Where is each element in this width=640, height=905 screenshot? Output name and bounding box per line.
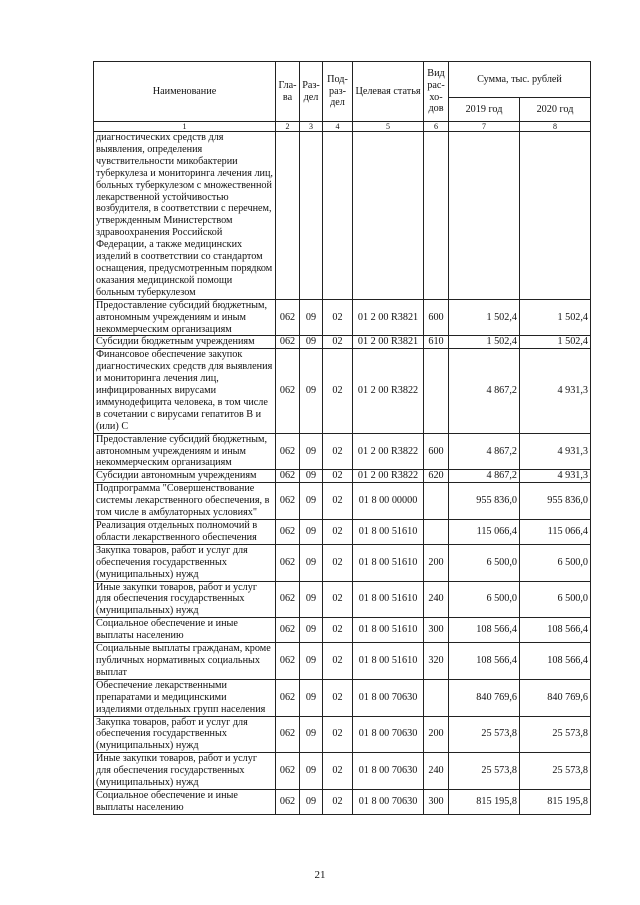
- row-podrazdel: 02: [323, 679, 353, 716]
- row-2020: 25 573,8: [520, 716, 591, 753]
- row-2020: 1 502,4: [520, 336, 591, 349]
- row-2019: 4 867,2: [449, 433, 520, 470]
- row-target: 01 8 00 00000: [353, 483, 424, 520]
- row-target: 01 8 00 51610: [353, 544, 424, 581]
- row-2019: 108 566,4: [449, 643, 520, 680]
- table-row: [94, 618, 591, 643]
- row-podrazdel: 02: [323, 299, 353, 336]
- row-podrazdel: 02: [323, 716, 353, 753]
- row-podrazdel: 02: [323, 753, 353, 790]
- row-razdel: 09: [300, 336, 323, 349]
- row-name: Социальное обеспечение и иные выплаты населению: [94, 618, 276, 643]
- row-2019: 6 500,0: [449, 581, 520, 618]
- colnum: 5: [353, 122, 424, 132]
- colnum: 6: [424, 122, 449, 132]
- row-razdel: 09: [300, 433, 323, 470]
- row-glava: 062: [276, 753, 300, 790]
- row-podrazdel: 02: [323, 520, 353, 545]
- budget-table: [93, 61, 591, 815]
- row-name: Иные закупки товаров, работ и услуг для обеспечения государственных (муниципальных) нужд: [94, 581, 276, 618]
- row-vid: 300: [424, 789, 449, 814]
- row-2019: 4 867,2: [449, 470, 520, 483]
- row-vid: [424, 679, 449, 716]
- header-sum: Сумма, тыс. рублей: [449, 62, 591, 98]
- row-2020: 815 195,8: [520, 789, 591, 814]
- row-target: 01 2 00 R3822: [353, 470, 424, 483]
- row-vid: 320: [424, 643, 449, 680]
- row-glava: 062: [276, 520, 300, 545]
- header-name: Наименование: [94, 62, 276, 122]
- colnum: 2: [276, 122, 300, 132]
- row-target: 01 2 00 R3822: [353, 349, 424, 433]
- header-glava: Гла-ва: [276, 62, 300, 122]
- table-row: [94, 433, 591, 470]
- row-vid: 240: [424, 753, 449, 790]
- colnum: 3: [300, 122, 323, 132]
- row-glava: 062: [276, 789, 300, 814]
- row-2019: 840 769,6: [449, 679, 520, 716]
- page-number: 21: [314, 869, 326, 881]
- row-name: Реализация отдельных полномочий в области лекарственного обеспечения: [94, 520, 276, 545]
- row-vid: 300: [424, 618, 449, 643]
- row-podrazdel: 02: [323, 349, 353, 433]
- row-2020: 6 500,0: [520, 544, 591, 581]
- table-row: [94, 470, 591, 483]
- row-glava: 062: [276, 433, 300, 470]
- row-2019: 4 867,2: [449, 349, 520, 433]
- row-target: 01 8 00 70630: [353, 716, 424, 753]
- row-name: Иные закупки товаров, работ и услуг для обеспечения государственных (муниципальных) нужд: [94, 753, 276, 790]
- row-name: Предоставление субсидий бюджетным, автономным учреждениям и иным некоммерческим организациям: [94, 299, 276, 336]
- row-vid: 600: [424, 299, 449, 336]
- table-row: [94, 349, 591, 433]
- row-target: 01 8 00 51610: [353, 618, 424, 643]
- row-target: 01 2 00 R3821: [353, 299, 424, 336]
- row-name: Обеспечение лекарственными препаратами и медицинскими изделиями отдельных групп населения: [94, 679, 276, 716]
- row-razdel: 09: [300, 349, 323, 433]
- row-name: Субсидии бюджетным учреждениям: [94, 336, 276, 349]
- row-glava: 062: [276, 483, 300, 520]
- header-razdel: Раз-дел: [300, 62, 323, 122]
- header-2019: 2019 год: [449, 98, 520, 122]
- table-row: [94, 789, 591, 814]
- row-2020: 108 566,4: [520, 618, 591, 643]
- row-podrazdel: 02: [323, 544, 353, 581]
- row-2020: 4 931,3: [520, 470, 591, 483]
- table-row: [94, 679, 591, 716]
- table-row: [94, 643, 591, 680]
- row-podrazdel: 02: [323, 618, 353, 643]
- row-name: Предоставление субсидий бюджетным, автономным учреждениям и иным некоммерческим организациям: [94, 433, 276, 470]
- table-row: [94, 299, 591, 336]
- colnum: 4: [323, 122, 353, 132]
- row-podrazdel: 02: [323, 581, 353, 618]
- row-razdel: 09: [300, 581, 323, 618]
- row-target: 01 2 00 R3822: [353, 433, 424, 470]
- row-2020: 4 931,3: [520, 349, 591, 433]
- row-2019: 1 502,4: [449, 336, 520, 349]
- row-2020: 108 566,4: [520, 643, 591, 680]
- row-razdel: 09: [300, 618, 323, 643]
- table-row: [94, 132, 591, 300]
- row-2019: 108 566,4: [449, 618, 520, 643]
- row-name: Социальное обеспечение и иные выплаты населению: [94, 789, 276, 814]
- colnum: 7: [449, 122, 520, 132]
- row-glava: 062: [276, 349, 300, 433]
- row-razdel: 09: [300, 520, 323, 545]
- table-row: [94, 483, 591, 520]
- row-vid: 200: [424, 544, 449, 581]
- row-2019: 6 500,0: [449, 544, 520, 581]
- row-name: Закупка товаров, работ и услуг для обеспечения государственных (муниципальных) нужд: [94, 716, 276, 753]
- header-podrazdel: Под-раз-дел: [323, 62, 353, 122]
- row-2020: 955 836,0: [520, 483, 591, 520]
- row-2020: 115 066,4: [520, 520, 591, 545]
- row-target: 01 2 00 R3821: [353, 336, 424, 349]
- row-target: 01 8 00 51610: [353, 581, 424, 618]
- table-row: [94, 581, 591, 618]
- row-glava: 062: [276, 643, 300, 680]
- row-vid: 240: [424, 581, 449, 618]
- colnum: 1: [94, 122, 276, 132]
- table-row: [94, 753, 591, 790]
- row-glava: 062: [276, 618, 300, 643]
- colnum: 8: [520, 122, 591, 132]
- row-2019: 955 836,0: [449, 483, 520, 520]
- row-glava: 062: [276, 679, 300, 716]
- row-podrazdel: 02: [323, 643, 353, 680]
- row-razdel: 09: [300, 753, 323, 790]
- row-vid: 620: [424, 470, 449, 483]
- row-vid: [424, 349, 449, 433]
- row-glava: 062: [276, 581, 300, 618]
- row-podrazdel: 02: [323, 789, 353, 814]
- row-name: Подпрограмма "Совершенствование системы лекарственного обеспечения, в том числе в амбулаторных условиях": [94, 483, 276, 520]
- row-name: Субсидии автономным учреждениям: [94, 470, 276, 483]
- row-target: 01 8 00 51610: [353, 520, 424, 545]
- row-vid: 200: [424, 716, 449, 753]
- row-razdel: 09: [300, 716, 323, 753]
- row-podrazdel: 02: [323, 483, 353, 520]
- row-podrazdel: 02: [323, 470, 353, 483]
- row-target: 01 8 00 70630: [353, 753, 424, 790]
- row-target: 01 8 00 70630: [353, 679, 424, 716]
- row-glava: 062: [276, 299, 300, 336]
- row-name: Социальные выплаты гражданам, кроме публичных нормативных социальных выплат: [94, 643, 276, 680]
- row-2019: 115 066,4: [449, 520, 520, 545]
- row-2020: 840 769,6: [520, 679, 591, 716]
- row-2019: 25 573,8: [449, 753, 520, 790]
- table-row: [94, 336, 591, 349]
- row-2020: 1 502,4: [520, 299, 591, 336]
- table-row: [94, 544, 591, 581]
- row-name: Финансовое обеспечение закупок диагностических средств для выявления и мониторинга лечения лиц, инфицированных вирусами иммунодефицита человека, в том числе в сочетании с вирусами гепатитов В и (или) С: [94, 349, 276, 433]
- row-glava: 062: [276, 544, 300, 581]
- row-razdel: 09: [300, 483, 323, 520]
- header-vid: Вид рас-хо-дов: [424, 62, 449, 122]
- row-2019: 1 502,4: [449, 299, 520, 336]
- row-glava: 062: [276, 336, 300, 349]
- row-vid: 600: [424, 433, 449, 470]
- table-row: [94, 716, 591, 753]
- row-2019: 815 195,8: [449, 789, 520, 814]
- row-vid: [424, 483, 449, 520]
- row-target: 01 8 00 51610: [353, 643, 424, 680]
- row-vid: 610: [424, 336, 449, 349]
- row-podrazdel: 02: [323, 336, 353, 349]
- row-2020: 4 931,3: [520, 433, 591, 470]
- row-vid: [424, 520, 449, 545]
- row-name: Закупка товаров, работ и услуг для обеспечения государственных (муниципальных) нужд: [94, 544, 276, 581]
- row-razdel: 09: [300, 470, 323, 483]
- row-name: диагностических средств для выявления, определения чувствительности микобактерии туберкулеза и мониторинга лечения лиц, больных туберкулезом с множественной лекарственной устойчивостью возбудителя, в соответствии с перечнем, утвержденным Министерством здравоохранения Российской Федерации, а также медицинских изделий в соответствии со стандартом оснащения, предусмотренным порядком оказания медицинской помощи больным туберкулезом: [94, 132, 276, 300]
- table-row: [94, 520, 591, 545]
- header-2020: 2020 год: [520, 98, 591, 122]
- row-glava: 062: [276, 470, 300, 483]
- row-target: 01 8 00 70630: [353, 789, 424, 814]
- row-razdel: 09: [300, 643, 323, 680]
- row-2020: 6 500,0: [520, 581, 591, 618]
- row-podrazdel: 02: [323, 433, 353, 470]
- row-razdel: 09: [300, 679, 323, 716]
- row-razdel: 09: [300, 544, 323, 581]
- row-2019: 25 573,8: [449, 716, 520, 753]
- row-glava: 062: [276, 716, 300, 753]
- row-razdel: 09: [300, 299, 323, 336]
- header-target: Целевая статья: [353, 62, 424, 122]
- row-razdel: 09: [300, 789, 323, 814]
- row-2020: 25 573,8: [520, 753, 591, 790]
